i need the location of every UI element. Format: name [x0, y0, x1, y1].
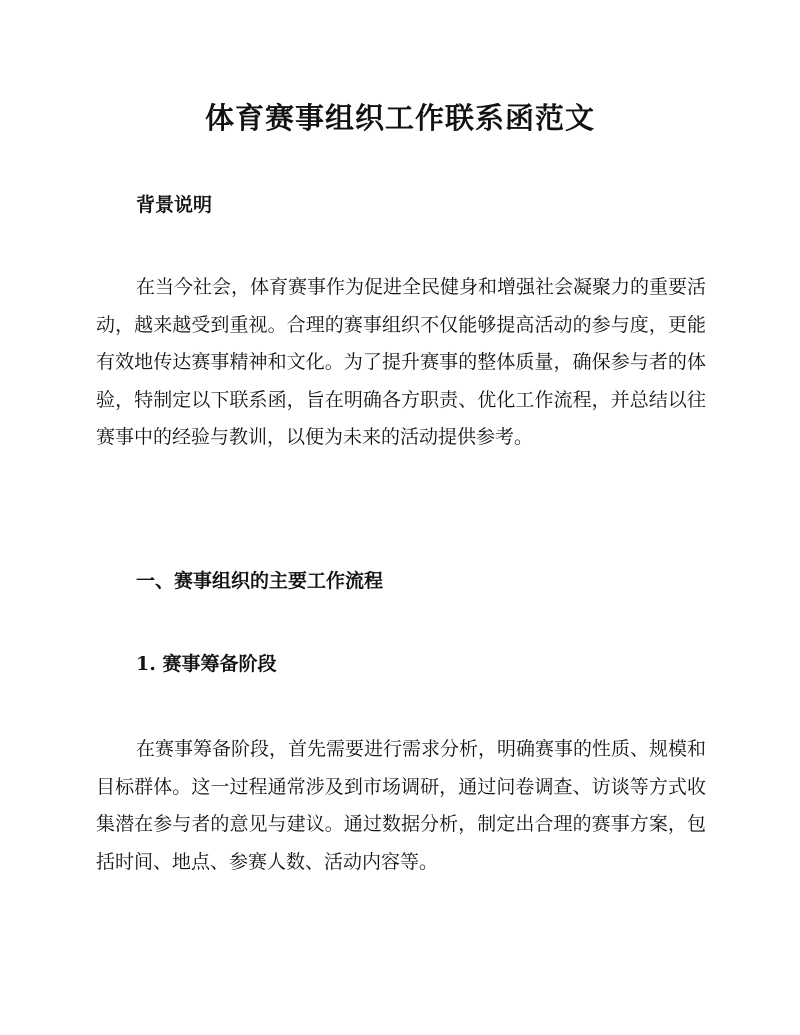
preparation-paragraph: 在赛事筹备阶段，首先需要进行需求分析，明确赛事的性质、规模和目标群体。这一过程通常涉及到市场调研，通过问卷调查、访谈等方式收集潜在参与者的意见与建议。通过数据分析，制定出合理的赛事方案，包括时间、地点、参赛人数、活动内容等。: [96, 738, 707, 873]
background-heading: 背景说明: [136, 194, 213, 216]
background-paragraph: 在当今社会，体育赛事作为促进全民健身和增强社会凝聚力的重要活动，越来越受到重视。合理的赛事组织不仅能够提高活动的参与度，更能有效地传达赛事精神和文化。为了提升赛事的整体质量，确保参与者的体验，特制定以下联系函，旨在明确各方职责、优化工作流程，并总结以往赛事中的经验与教训，以便为未来的活动提供参考。: [96, 276, 707, 449]
section-heading-workflow: 一、赛事组织的主要工作流程: [136, 570, 384, 592]
document-title: 体育赛事组织工作联系函范文: [204, 101, 595, 135]
subsection-heading-preparation: 1. 赛事筹备阶段: [136, 653, 277, 675]
